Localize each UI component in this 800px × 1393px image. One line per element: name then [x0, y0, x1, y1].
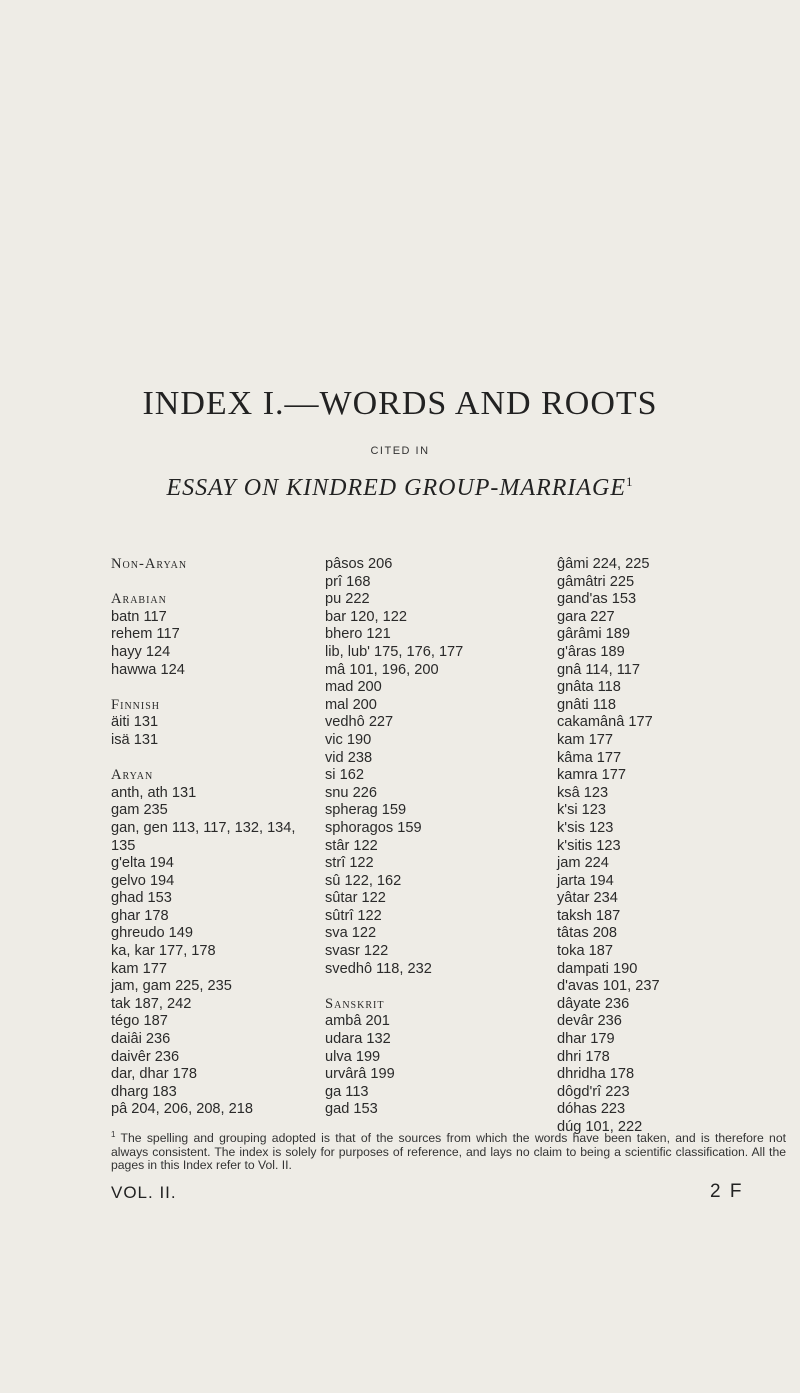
section-heading: Aryan: [111, 767, 154, 784]
spacer: [111, 679, 311, 697]
footnote-reference: 1: [626, 474, 634, 489]
index-entry: tâtas 208: [557, 925, 618, 942]
index-entry: äiti 131: [111, 714, 159, 731]
index-entry: hawwa 124: [111, 661, 185, 678]
index-entry: anth, ath 131: [111, 784, 197, 801]
index-entry: gelvo 194: [111, 872, 175, 889]
footnote-number: 1: [111, 1130, 116, 1139]
spacer: [325, 978, 525, 996]
index-column-1: [111, 556, 311, 1119]
index-entry: ĝâmi 224, 225: [557, 556, 650, 572]
section-heading: Arabian: [111, 591, 167, 608]
spacer: [111, 574, 311, 592]
index-entry: ghad 153: [111, 890, 172, 907]
index-entry: d'avas 101, 237: [557, 978, 660, 995]
index-entry: daiâi 236: [111, 1031, 171, 1048]
index-entry: bhero 121: [325, 626, 391, 643]
index-entry: dôgd'rî 223: [557, 1083, 630, 1100]
index-entry: dharg 183: [111, 1083, 177, 1100]
essay-title: [0, 474, 800, 502]
index-entry: ga 113: [325, 1083, 369, 1100]
index-entry: gnâti 118: [557, 696, 616, 713]
index-entry: gnâ 114, 117: [557, 661, 641, 678]
index-entry: jam, gam 225, 235: [111, 978, 232, 995]
index-entry: dar, dhar 178: [111, 1066, 198, 1083]
index-entry: toka 187: [557, 943, 613, 960]
index-entry: cakamânâ 177: [557, 714, 653, 731]
index-entry: mâ 101, 196, 200: [325, 661, 439, 678]
index-entry: jam 224: [557, 855, 609, 872]
index-entry: lib, lub' 175, 176, 177: [325, 643, 464, 660]
index-entry: daivêr 236: [111, 1048, 180, 1065]
index-entry: dhar 179: [557, 1031, 615, 1048]
index-entry: bar 120, 122: [325, 608, 407, 625]
index-entry: yâtar 234: [557, 890, 618, 907]
index-entry: gara 227: [557, 608, 615, 625]
page-title: INDEX I.—WORDS AND ROOTS: [142, 385, 658, 422]
volume-label: VOL. II.: [111, 1183, 177, 1202]
index-entry: dhri 178: [557, 1048, 610, 1065]
index-entry: rehem 117: [111, 626, 180, 643]
index-entry: prî 168: [325, 573, 371, 590]
index-entry: gnâta 118: [557, 679, 621, 696]
index-entry: gad 153: [325, 1101, 378, 1118]
index-entry: sphoragos 159: [325, 819, 422, 836]
index-entry: udara 132: [325, 1031, 391, 1048]
index-entry: gârâmi 189: [557, 626, 631, 643]
index-entry: dhridha 178: [557, 1066, 635, 1083]
index-column-3: [557, 556, 777, 1137]
index-entry: snu 226: [325, 784, 377, 801]
index-entry: ksâ 123: [557, 784, 609, 801]
index-entry: pâsos 206: [325, 556, 393, 572]
index-entry: svasr 122: [325, 943, 389, 960]
index-entry: k'sitis 123: [557, 837, 621, 854]
index-entry: urvârâ 199: [325, 1066, 395, 1083]
index-entry: ulva 199: [325, 1048, 381, 1065]
index-entry: tégo 187: [111, 1013, 168, 1030]
index-entry: kamra 177: [557, 767, 626, 784]
index-entry: taksh 187: [557, 907, 621, 924]
essay-title-text: ESSAY ON KINDRED GROUP-MARRIAGE: [166, 475, 627, 501]
index-entry: dampati 190: [557, 960, 638, 977]
index-entry: mad 200: [325, 679, 382, 696]
index-entry: spherag 159: [325, 802, 407, 819]
index-entry: batn 117: [111, 608, 167, 625]
index-entry: ka, kar 177, 178: [111, 943, 216, 960]
index-entry: mal 200: [325, 696, 377, 713]
index-column-2: [325, 556, 525, 1119]
index-entry: gand'as 153: [557, 591, 637, 608]
index-entry: dâyate 236: [557, 995, 630, 1012]
section-heading: Sanskrit: [325, 995, 385, 1012]
index-entry: jarta 194: [557, 872, 614, 889]
index-entry: pu 222: [325, 591, 370, 608]
index-entry: g'elta 194: [111, 855, 174, 872]
index-entry: g'âras 189: [557, 643, 625, 660]
index-entry: tak 187, 242: [111, 995, 192, 1012]
index-entry: devâr 236: [557, 1013, 622, 1030]
index-entry: 135: [111, 837, 136, 854]
index-entry: ghar 178: [111, 907, 169, 924]
index-entry: kam 177: [111, 960, 167, 977]
index-entry: kâma 177: [557, 749, 622, 766]
index-entry: gâmâtri 225: [557, 573, 635, 590]
index-entry: ghreudo 149: [111, 925, 193, 942]
index-entry: si 162: [325, 767, 364, 784]
index-entry: gam 235: [111, 802, 168, 819]
index-entry: vedhô 227: [325, 714, 394, 731]
index-entry: svedhô 118, 232: [325, 960, 432, 977]
index-entry: sûtrî 122: [325, 907, 382, 924]
index-entry: dúg 101, 222: [557, 1119, 643, 1135]
signature-mark: 2 F: [710, 1181, 744, 1202]
index-entry: pâ 204, 206, 208, 218: [111, 1101, 254, 1118]
footnote-text: The spelling and grouping adopted is that of the sources from which the words have been taken, and is therefore not always consistent. The index is solely for purposes of reference, and lays no claim to being a scientific classification. All the pages in this Index refer to Vol. II.: [111, 1131, 786, 1173]
index-entry: isä 131: [111, 731, 159, 748]
index-entry: sva 122: [325, 925, 377, 942]
index-entry: strî 122: [325, 855, 374, 872]
index-entry: vic 190: [325, 731, 372, 748]
index-entry: k'si 123: [557, 802, 607, 819]
index-entry: gan, gen 113, 117, 132, 134,: [111, 819, 296, 836]
section-heading: Finnish: [111, 696, 161, 713]
spacer: [111, 750, 311, 768]
index-entry: hayy 124: [111, 643, 171, 660]
index-entry: dóhas 223: [557, 1101, 626, 1118]
cited-in-label: CITED IN: [370, 445, 430, 457]
index-entry: ambâ 201: [325, 1013, 390, 1030]
index-entry: sûtar 122: [325, 890, 386, 907]
index-entry: k'sis 123: [557, 819, 614, 836]
index-entry: sû 122, 162: [325, 872, 402, 889]
section-heading: Non-Aryan: [111, 556, 188, 572]
index-entry: kam 177: [557, 731, 613, 748]
index-entry: stâr 122: [325, 837, 378, 854]
footnote: [111, 1128, 786, 1173]
index-entry: vid 238: [325, 749, 373, 766]
